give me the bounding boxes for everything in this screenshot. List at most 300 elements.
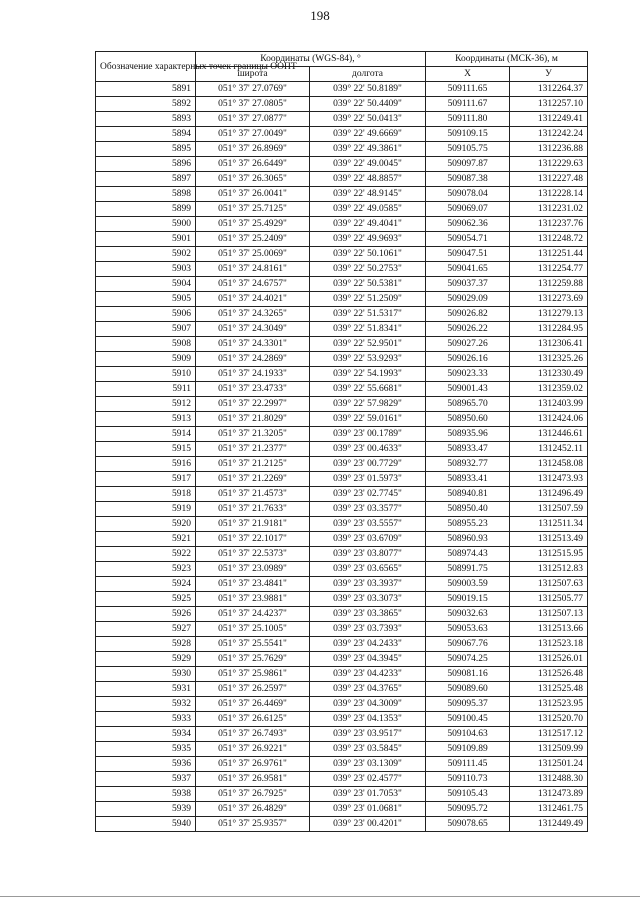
cell-point: 5903	[96, 262, 196, 277]
cell-point: 5922	[96, 547, 196, 562]
cell-y: 1312452.11	[510, 442, 588, 457]
cell-latitude: 051° 37' 24.3301"	[196, 337, 310, 352]
cell-latitude: 051° 37' 22.2997"	[196, 397, 310, 412]
cell-longitude: 039° 22' 49.6669"	[310, 127, 426, 142]
cell-latitude: 051° 37' 21.9181"	[196, 517, 310, 532]
cell-x: 509026.82	[426, 307, 510, 322]
cell-x: 509078.65	[426, 817, 510, 832]
table-row	[96, 637, 588, 652]
cell-longitude: 039° 22' 50.1061"	[310, 247, 426, 262]
cell-longitude: 039° 22' 49.4041"	[310, 217, 426, 232]
cell-y: 1312512.83	[510, 562, 588, 577]
cell-y: 1312248.72	[510, 232, 588, 247]
cell-point: 5928	[96, 637, 196, 652]
cell-longitude: 039° 22' 51.2509"	[310, 292, 426, 307]
cell-latitude: 051° 37' 24.2869"	[196, 352, 310, 367]
cell-y: 1312424.06	[510, 412, 588, 427]
cell-point: 5898	[96, 187, 196, 202]
cell-x: 509111.65	[426, 82, 510, 97]
cell-longitude: 039° 22' 51.5317"	[310, 307, 426, 322]
cell-latitude: 051° 37' 26.9221"	[196, 742, 310, 757]
cell-point: 5935	[96, 742, 196, 757]
table-row	[96, 712, 588, 727]
cell-longitude: 039° 22' 59.0161"	[310, 412, 426, 427]
cell-y: 1312229.63	[510, 157, 588, 172]
cell-y: 1312488.30	[510, 772, 588, 787]
cell-latitude: 051° 37' 21.7633"	[196, 502, 310, 517]
cell-longitude: 039° 22' 49.0045"	[310, 157, 426, 172]
cell-longitude: 039° 23' 03.6565"	[310, 562, 426, 577]
table-row	[96, 187, 588, 202]
cell-latitude: 051° 37' 22.5373"	[196, 547, 310, 562]
cell-longitude: 039° 23' 03.6709"	[310, 532, 426, 547]
table-row	[96, 412, 588, 427]
cell-longitude: 039° 23' 00.4633"	[310, 442, 426, 457]
table-row	[96, 472, 588, 487]
cell-latitude: 051° 37' 21.3205"	[196, 427, 310, 442]
cell-point: 5914	[96, 427, 196, 442]
cell-latitude: 051° 37' 24.4237"	[196, 607, 310, 622]
cell-longitude: 039° 23' 00.4201"	[310, 817, 426, 832]
cell-latitude: 051° 37' 25.7629"	[196, 652, 310, 667]
cell-x: 508965.70	[426, 397, 510, 412]
cell-point: 5900	[96, 217, 196, 232]
cell-x: 509067.76	[426, 637, 510, 652]
cell-y: 1312520.70	[510, 712, 588, 727]
cell-latitude: 051° 37' 24.4021"	[196, 292, 310, 307]
cell-y: 1312523.95	[510, 697, 588, 712]
cell-x: 509037.37	[426, 277, 510, 292]
cell-point: 5905	[96, 292, 196, 307]
table-row	[96, 727, 588, 742]
cell-x: 509104.63	[426, 727, 510, 742]
table-row	[96, 112, 588, 127]
table-row	[96, 157, 588, 172]
cell-longitude: 039° 23' 04.4233"	[310, 667, 426, 682]
cell-x: 509105.43	[426, 787, 510, 802]
table-row	[96, 757, 588, 772]
table-row	[96, 682, 588, 697]
table-row	[96, 97, 588, 112]
cell-y: 1312458.08	[510, 457, 588, 472]
header-y: У	[510, 67, 588, 82]
cell-point: 5895	[96, 142, 196, 157]
table-row	[96, 622, 588, 637]
cell-x: 508932.77	[426, 457, 510, 472]
cell-point: 5908	[96, 337, 196, 352]
cell-y: 1312330.49	[510, 367, 588, 382]
cell-point: 5912	[96, 397, 196, 412]
cell-x: 508960.93	[426, 532, 510, 547]
cell-x: 508955.23	[426, 517, 510, 532]
cell-latitude: 051° 37' 26.7925"	[196, 787, 310, 802]
cell-x: 509074.25	[426, 652, 510, 667]
cell-point: 5910	[96, 367, 196, 382]
cell-point: 5897	[96, 172, 196, 187]
table-row	[96, 397, 588, 412]
cell-x: 509111.67	[426, 97, 510, 112]
header-lon: долгота	[310, 67, 426, 82]
cell-latitude: 051° 37' 24.1933"	[196, 367, 310, 382]
cell-x: 508950.40	[426, 502, 510, 517]
cell-latitude: 051° 37' 27.0877"	[196, 112, 310, 127]
cell-longitude: 039° 22' 54.1993"	[310, 367, 426, 382]
cell-point: 5902	[96, 247, 196, 262]
cell-y: 1312251.44	[510, 247, 588, 262]
cell-longitude: 039° 22' 50.0413"	[310, 112, 426, 127]
cell-x: 508991.75	[426, 562, 510, 577]
table-row	[96, 277, 588, 292]
cell-y: 1312501.24	[510, 757, 588, 772]
cell-latitude: 051° 37' 26.4829"	[196, 802, 310, 817]
cell-point: 5909	[96, 352, 196, 367]
cell-point: 5923	[96, 562, 196, 577]
cell-x: 509111.45	[426, 757, 510, 772]
cell-x: 509109.15	[426, 127, 510, 142]
cell-longitude: 039° 22' 55.6681"	[310, 382, 426, 397]
cell-longitude: 039° 22' 57.9829"	[310, 397, 426, 412]
cell-y: 1312257.10	[510, 97, 588, 112]
cell-longitude: 039° 22' 48.8857"	[310, 172, 426, 187]
cell-latitude: 051° 37' 25.2409"	[196, 232, 310, 247]
table-row	[96, 697, 588, 712]
cell-point: 5918	[96, 487, 196, 502]
cell-y: 1312325.26	[510, 352, 588, 367]
cell-x: 509100.45	[426, 712, 510, 727]
table-row	[96, 547, 588, 562]
header-x: X	[426, 67, 510, 82]
table-row	[96, 802, 588, 817]
cell-x: 509095.72	[426, 802, 510, 817]
cell-latitude: 051° 37' 27.0805"	[196, 97, 310, 112]
cell-y: 1312279.13	[510, 307, 588, 322]
cell-longitude: 039° 23' 03.3937"	[310, 577, 426, 592]
cell-longitude: 039° 23' 03.3073"	[310, 592, 426, 607]
cell-x: 508974.43	[426, 547, 510, 562]
cell-point: 5940	[96, 817, 196, 832]
cell-point: 5937	[96, 772, 196, 787]
cell-point: 5938	[96, 787, 196, 802]
cell-longitude: 039° 23' 04.2433"	[310, 637, 426, 652]
cell-latitude: 051° 37' 21.4573"	[196, 487, 310, 502]
table-row	[96, 502, 588, 517]
cell-y: 1312237.76	[510, 217, 588, 232]
cell-latitude: 051° 37' 24.3049"	[196, 322, 310, 337]
cell-x: 509053.63	[426, 622, 510, 637]
cell-point: 5906	[96, 307, 196, 322]
cell-y: 1312236.88	[510, 142, 588, 157]
cell-latitude: 051° 37' 24.6757"	[196, 277, 310, 292]
cell-y: 1312461.75	[510, 802, 588, 817]
cell-latitude: 051° 37' 27.0049"	[196, 127, 310, 142]
cell-y: 1312242.24	[510, 127, 588, 142]
cell-x: 509032.63	[426, 607, 510, 622]
cell-point: 5936	[96, 757, 196, 772]
cell-point: 5929	[96, 652, 196, 667]
cell-y: 1312264.37	[510, 82, 588, 97]
cell-x: 509089.60	[426, 682, 510, 697]
table-row	[96, 352, 588, 367]
cell-y: 1312228.14	[510, 187, 588, 202]
cell-latitude: 051° 37' 21.2125"	[196, 457, 310, 472]
cell-latitude: 051° 37' 26.3065"	[196, 172, 310, 187]
cell-y: 1312306.41	[510, 337, 588, 352]
table-row	[96, 787, 588, 802]
cell-x: 509023.33	[426, 367, 510, 382]
cell-latitude: 051° 37' 23.4733"	[196, 382, 310, 397]
cell-x: 509027.26	[426, 337, 510, 352]
cell-longitude: 039° 23' 04.3765"	[310, 682, 426, 697]
table-row	[96, 367, 588, 382]
cell-y: 1312505.77	[510, 592, 588, 607]
table-row	[96, 667, 588, 682]
cell-point: 5892	[96, 97, 196, 112]
table-row	[96, 517, 588, 532]
cell-y: 1312507.59	[510, 502, 588, 517]
cell-y: 1312473.89	[510, 787, 588, 802]
cell-x: 509069.07	[426, 202, 510, 217]
cell-latitude: 051° 37' 25.9861"	[196, 667, 310, 682]
cell-y: 1312511.34	[510, 517, 588, 532]
cell-point: 5924	[96, 577, 196, 592]
cell-y: 1312507.13	[510, 607, 588, 622]
cell-y: 1312517.12	[510, 727, 588, 742]
cell-latitude: 051° 37' 21.2377"	[196, 442, 310, 457]
cell-y: 1312254.77	[510, 262, 588, 277]
cell-y: 1312259.88	[510, 277, 588, 292]
table-row	[96, 322, 588, 337]
cell-point: 5907	[96, 322, 196, 337]
cell-longitude: 039° 23' 03.7393"	[310, 622, 426, 637]
table-row	[96, 82, 588, 97]
table-row	[96, 772, 588, 787]
cell-x: 508940.81	[426, 487, 510, 502]
cell-point: 5916	[96, 457, 196, 472]
cell-longitude: 039° 22' 49.0585"	[310, 202, 426, 217]
table-row	[96, 262, 588, 277]
cell-x: 509109.89	[426, 742, 510, 757]
cell-point: 5920	[96, 517, 196, 532]
cell-latitude: 051° 37' 26.6449"	[196, 157, 310, 172]
cell-latitude: 051° 37' 26.8969"	[196, 142, 310, 157]
cell-point: 5911	[96, 382, 196, 397]
cell-longitude: 039° 23' 01.7053"	[310, 787, 426, 802]
cell-point: 5930	[96, 667, 196, 682]
cell-latitude: 051° 37' 22.1017"	[196, 532, 310, 547]
table-row	[96, 127, 588, 142]
cell-latitude: 051° 37' 25.1005"	[196, 622, 310, 637]
table-row	[96, 337, 588, 352]
table-row	[96, 292, 588, 307]
table-row	[96, 592, 588, 607]
cell-y: 1312403.99	[510, 397, 588, 412]
cell-latitude: 051° 37' 23.0989"	[196, 562, 310, 577]
cell-longitude: 039° 23' 04.1353"	[310, 712, 426, 727]
cell-latitude: 051° 37' 26.9761"	[196, 757, 310, 772]
cell-longitude: 039° 23' 02.7745"	[310, 487, 426, 502]
cell-latitude: 051° 37' 24.3265"	[196, 307, 310, 322]
cell-x: 509087.38	[426, 172, 510, 187]
cell-point: 5917	[96, 472, 196, 487]
cell-longitude: 039° 22' 52.9501"	[310, 337, 426, 352]
table-row	[96, 532, 588, 547]
table-row	[96, 457, 588, 472]
cell-x: 509003.59	[426, 577, 510, 592]
cell-longitude: 039° 23' 04.3945"	[310, 652, 426, 667]
cell-x: 509054.71	[426, 232, 510, 247]
cell-y: 1312526.48	[510, 667, 588, 682]
cell-x: 509111.80	[426, 112, 510, 127]
cell-point: 5926	[96, 607, 196, 622]
cell-latitude: 051° 37' 21.2269"	[196, 472, 310, 487]
cell-y: 1312513.49	[510, 532, 588, 547]
table-row	[96, 232, 588, 247]
cell-latitude: 051° 37' 25.4929"	[196, 217, 310, 232]
cell-longitude: 039° 22' 50.2753"	[310, 262, 426, 277]
cell-point: 5896	[96, 157, 196, 172]
table-row	[96, 442, 588, 457]
cell-point: 5932	[96, 697, 196, 712]
header-msk: Координаты (МСК-36), м	[426, 52, 588, 67]
cell-x: 509026.16	[426, 352, 510, 367]
cell-point: 5901	[96, 232, 196, 247]
cell-y: 1312509.99	[510, 742, 588, 757]
cell-longitude: 039° 23' 00.7729"	[310, 457, 426, 472]
cell-latitude: 051° 37' 25.9357"	[196, 817, 310, 832]
cell-longitude: 039° 22' 49.3861"	[310, 142, 426, 157]
cell-longitude: 039° 22' 50.8189"	[310, 82, 426, 97]
cell-x: 509095.37	[426, 697, 510, 712]
cell-latitude: 051° 37' 26.9581"	[196, 772, 310, 787]
cell-x: 509047.51	[426, 247, 510, 262]
cell-x: 509019.15	[426, 592, 510, 607]
cell-longitude: 039° 22' 50.5381"	[310, 277, 426, 292]
table-row	[96, 652, 588, 667]
cell-latitude: 051° 37' 23.4841"	[196, 577, 310, 592]
cell-longitude: 039° 23' 03.9517"	[310, 727, 426, 742]
cell-y: 1312473.93	[510, 472, 588, 487]
cell-longitude: 039° 23' 00.1789"	[310, 427, 426, 442]
cell-point: 5904	[96, 277, 196, 292]
cell-x: 508933.41	[426, 472, 510, 487]
cell-y: 1312449.49	[510, 817, 588, 832]
table-row	[96, 382, 588, 397]
cell-point: 5931	[96, 682, 196, 697]
cell-x: 509041.65	[426, 262, 510, 277]
cell-point: 5893	[96, 112, 196, 127]
cell-latitude: 051° 37' 25.5541"	[196, 637, 310, 652]
header-points: Обозначение характерных точек границы ООПТ	[96, 52, 196, 82]
table-row	[96, 427, 588, 442]
cell-y: 1312231.02	[510, 202, 588, 217]
table-row	[96, 172, 588, 187]
cell-longitude: 039° 23' 01.5973"	[310, 472, 426, 487]
cell-longitude: 039° 22' 49.9693"	[310, 232, 426, 247]
cell-point: 5927	[96, 622, 196, 637]
cell-point: 5891	[96, 82, 196, 97]
cell-x: 509026.22	[426, 322, 510, 337]
cell-x: 509062.36	[426, 217, 510, 232]
table-row	[96, 142, 588, 157]
cell-point: 5921	[96, 532, 196, 547]
cell-longitude: 039° 23' 03.3577"	[310, 502, 426, 517]
cell-x: 509105.75	[426, 142, 510, 157]
cell-latitude: 051° 37' 25.0069"	[196, 247, 310, 262]
cell-latitude: 051° 37' 26.2597"	[196, 682, 310, 697]
header-row-main	[96, 52, 588, 67]
cell-x: 508933.47	[426, 442, 510, 457]
cell-longitude: 039° 23' 03.3865"	[310, 607, 426, 622]
table-row	[96, 487, 588, 502]
cell-point: 5899	[96, 202, 196, 217]
cell-y: 1312284.95	[510, 322, 588, 337]
table-row	[96, 562, 588, 577]
header-lat: широта	[196, 67, 310, 82]
cell-latitude: 051° 37' 27.0769"	[196, 82, 310, 97]
cell-latitude: 051° 37' 26.6125"	[196, 712, 310, 727]
cell-y: 1312359.02	[510, 382, 588, 397]
cell-latitude: 051° 37' 24.8161"	[196, 262, 310, 277]
cell-latitude: 051° 37' 25.7125"	[196, 202, 310, 217]
cell-longitude: 039° 22' 51.8341"	[310, 322, 426, 337]
table-row	[96, 742, 588, 757]
cell-point: 5913	[96, 412, 196, 427]
table-row	[96, 217, 588, 232]
cell-longitude: 039° 22' 48.9145"	[310, 187, 426, 202]
cell-y: 1312523.18	[510, 637, 588, 652]
table-row	[96, 202, 588, 217]
cell-longitude: 039° 22' 50.4409"	[310, 97, 426, 112]
cell-y: 1312515.95	[510, 547, 588, 562]
cell-y: 1312526.01	[510, 652, 588, 667]
cell-point: 5915	[96, 442, 196, 457]
cell-point: 5894	[96, 127, 196, 142]
table-row	[96, 307, 588, 322]
header-wgs: Координаты (WGS-84), °	[196, 52, 426, 67]
cell-longitude: 039° 23' 03.8077"	[310, 547, 426, 562]
page-number: 198	[310, 8, 330, 23]
cell-y: 1312249.41	[510, 112, 588, 127]
cell-latitude: 051° 37' 23.9881"	[196, 592, 310, 607]
cell-longitude: 039° 23' 01.0681"	[310, 802, 426, 817]
cell-y: 1312446.61	[510, 427, 588, 442]
cell-point: 5933	[96, 712, 196, 727]
cell-y: 1312507.63	[510, 577, 588, 592]
cell-x: 509001.43	[426, 382, 510, 397]
cell-x: 509029.09	[426, 292, 510, 307]
table-row	[96, 247, 588, 262]
cell-longitude: 039° 23' 03.5845"	[310, 742, 426, 757]
cell-x: 509097.87	[426, 157, 510, 172]
cell-x: 508950.60	[426, 412, 510, 427]
cell-latitude: 051° 37' 26.0041"	[196, 187, 310, 202]
cell-x: 509110.73	[426, 772, 510, 787]
cell-latitude: 051° 37' 26.7493"	[196, 727, 310, 742]
cell-longitude: 039° 22' 53.9293"	[310, 352, 426, 367]
table-body	[96, 82, 588, 832]
table-row	[96, 577, 588, 592]
cell-y: 1312496.49	[510, 487, 588, 502]
cell-point: 5939	[96, 802, 196, 817]
cell-x: 508935.96	[426, 427, 510, 442]
cell-latitude: 051° 37' 21.8029"	[196, 412, 310, 427]
cell-longitude: 039° 23' 03.1309"	[310, 757, 426, 772]
footer-divider	[0, 896, 640, 897]
cell-point: 5925	[96, 592, 196, 607]
cell-point: 5919	[96, 502, 196, 517]
cell-latitude: 051° 37' 26.4469"	[196, 697, 310, 712]
cell-x: 509078.04	[426, 187, 510, 202]
